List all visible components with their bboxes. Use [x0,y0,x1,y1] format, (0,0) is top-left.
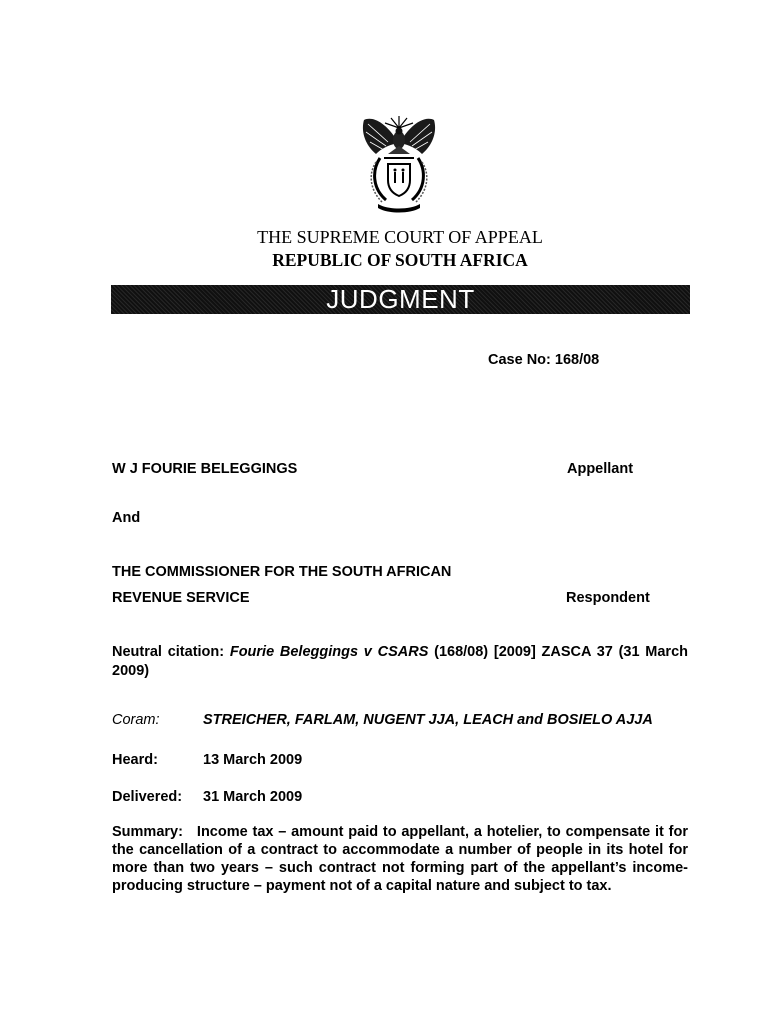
heard-date: 13 March 2009 [203,752,303,768]
neutral-citation-case-name: Fourie Beleggings v CSARS [229,644,429,660]
summary [112,823,688,895]
respondent-name-line1: THE COMMISSIONER FOR THE SOUTH AFRICAN [112,564,452,580]
delivered-label: Delivered: [112,789,183,805]
case-number: Case No: 168/08 [488,352,600,368]
heard-label: Heard: [112,752,158,768]
summary-text: Income tax – amount paid to appellant, a hotelier, to compensate it for the cancellation of a contract to accommodate a number of people in its hotel for more than two years – such contract not forming part of the appellant’s income- producing structure – payment not of a capital nature and subject to tax. [112,824,688,894]
neutral-citation-label: Neutral citation: [112,644,225,660]
judgment-banner-label: JUDGMENT [326,284,475,314]
delivered-date: 31 March 2009 [203,789,303,805]
coram-value: STREICHER, FARLAM, NUGENT JJA, LEACH and BOSIELO AJJA [203,712,653,728]
summary-label: Summary: [112,824,183,840]
court-name: THE SUPREME COURT OF APPEAL [257,227,543,247]
parties-conjunction: And [112,510,141,526]
neutral-citation-reference: (168/08) [2009] ZASCA 37 (31 March 2009) [112,644,688,679]
appellant-name: W J FOURIE BELEGGINGS [112,461,298,477]
coram-label: Coram: [112,712,160,728]
coat-of-arms-icon [358,114,440,214]
appellant-role: Appellant [567,461,634,477]
neutral-citation [112,643,688,681]
respondent-name-line2: REVENUE SERVICE [112,590,250,606]
judgment-banner [111,285,690,314]
respondent-role: Respondent [566,590,650,606]
country-name: REPUBLIC OF SOUTH AFRICA [272,250,528,270]
